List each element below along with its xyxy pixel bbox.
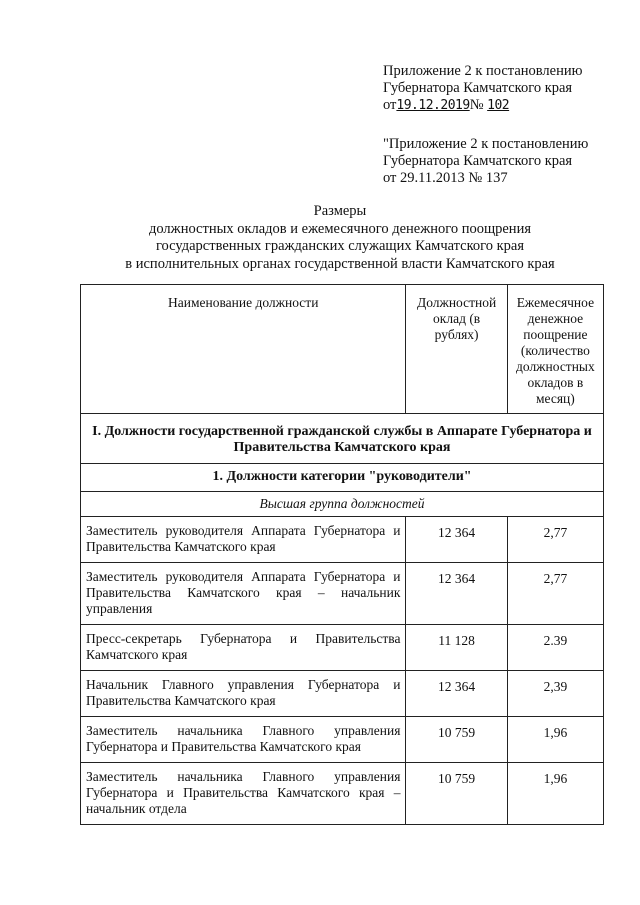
- position-bonus: 1,96: [507, 763, 603, 825]
- position-name: Пресс-секретарь Губернатора и Правительства Камчатского края: [81, 625, 406, 671]
- annex-original-reference: [383, 136, 588, 187]
- table-header-row: [81, 285, 604, 414]
- position-salary: 11 128: [406, 625, 507, 671]
- section-row: [81, 414, 604, 464]
- position-name: Заместитель начальника Главного управления Губернатора и Правительства Камчатского края: [81, 717, 406, 763]
- annex-line: Губернатора Камчатского края: [383, 153, 573, 169]
- section-title: I. Должности государственной гражданской службы в Аппарате Губернатора и Правительства Камчатского края: [81, 414, 604, 464]
- annex-current-reference: [383, 63, 582, 114]
- position-salary: 12 364: [406, 517, 507, 563]
- title-line: должностных окладов и ежемесячного денежного поощрения: [149, 220, 531, 237]
- header-salary: Должностной оклад (в рублях): [406, 285, 507, 414]
- title-line: государственных гражданских служащих Камчатского края: [155, 238, 525, 254]
- category-row: [81, 464, 604, 492]
- group-row: [81, 492, 604, 517]
- position-name: Заместитель руководителя Аппарата Губернатора и Правительства Камчатского края – начальник управления: [81, 563, 406, 625]
- date-prefix: от: [383, 97, 397, 113]
- title-line: Размеры: [313, 203, 367, 219]
- table-row: [81, 563, 604, 625]
- number-prefix: №: [469, 97, 484, 113]
- position-salary: 10 759: [406, 763, 507, 825]
- annex-date-line: [383, 97, 582, 114]
- group-title: Высшая группа должностей: [81, 492, 604, 517]
- annex-line: "Приложение 2 к постановлению: [383, 136, 589, 152]
- position-name: Начальник Главного управления Губернатора и Правительства Камчатского края: [81, 671, 406, 717]
- title-line: в исполнительных органах государственной власти Камчатского края: [125, 255, 555, 272]
- header-position-name: Наименование должности: [81, 285, 406, 414]
- position-salary: 10 759: [406, 717, 507, 763]
- table-row: [81, 625, 604, 671]
- position-name: Заместитель начальника Главного управления Губернатора и Правительства Камчатского края – начальник отдела: [81, 763, 406, 825]
- position-salary: 12 364: [406, 563, 507, 625]
- annex-line: Губернатора Камчатского края: [383, 80, 573, 96]
- document-title: [90, 203, 590, 273]
- salary-table: [80, 284, 604, 825]
- category-title: 1. Должности категории "руководители": [81, 464, 604, 492]
- annex-line: Приложение 2 к постановлению: [383, 63, 583, 79]
- table-row: [81, 717, 604, 763]
- position-bonus: 2,77: [507, 563, 603, 625]
- position-bonus: 2,39: [507, 671, 603, 717]
- number-value: 102: [487, 98, 510, 113]
- position-salary: 12 364: [406, 671, 507, 717]
- position-bonus: 1,96: [507, 717, 603, 763]
- header-bonus: Ежемесячное денежное поощрение (количество должностных окладов в месяц): [507, 285, 603, 414]
- table-row: [81, 763, 604, 825]
- position-name: Заместитель руководителя Аппарата Губернатора и Правительства Камчатского края: [81, 517, 406, 563]
- table-row: [81, 517, 604, 563]
- annex-line: от 29.11.2013 № 137: [383, 170, 508, 186]
- position-bonus: 2,77: [507, 517, 603, 563]
- table-row: [81, 671, 604, 717]
- position-bonus: 2.39: [507, 625, 603, 671]
- date-value: 19.12.2019: [396, 98, 470, 113]
